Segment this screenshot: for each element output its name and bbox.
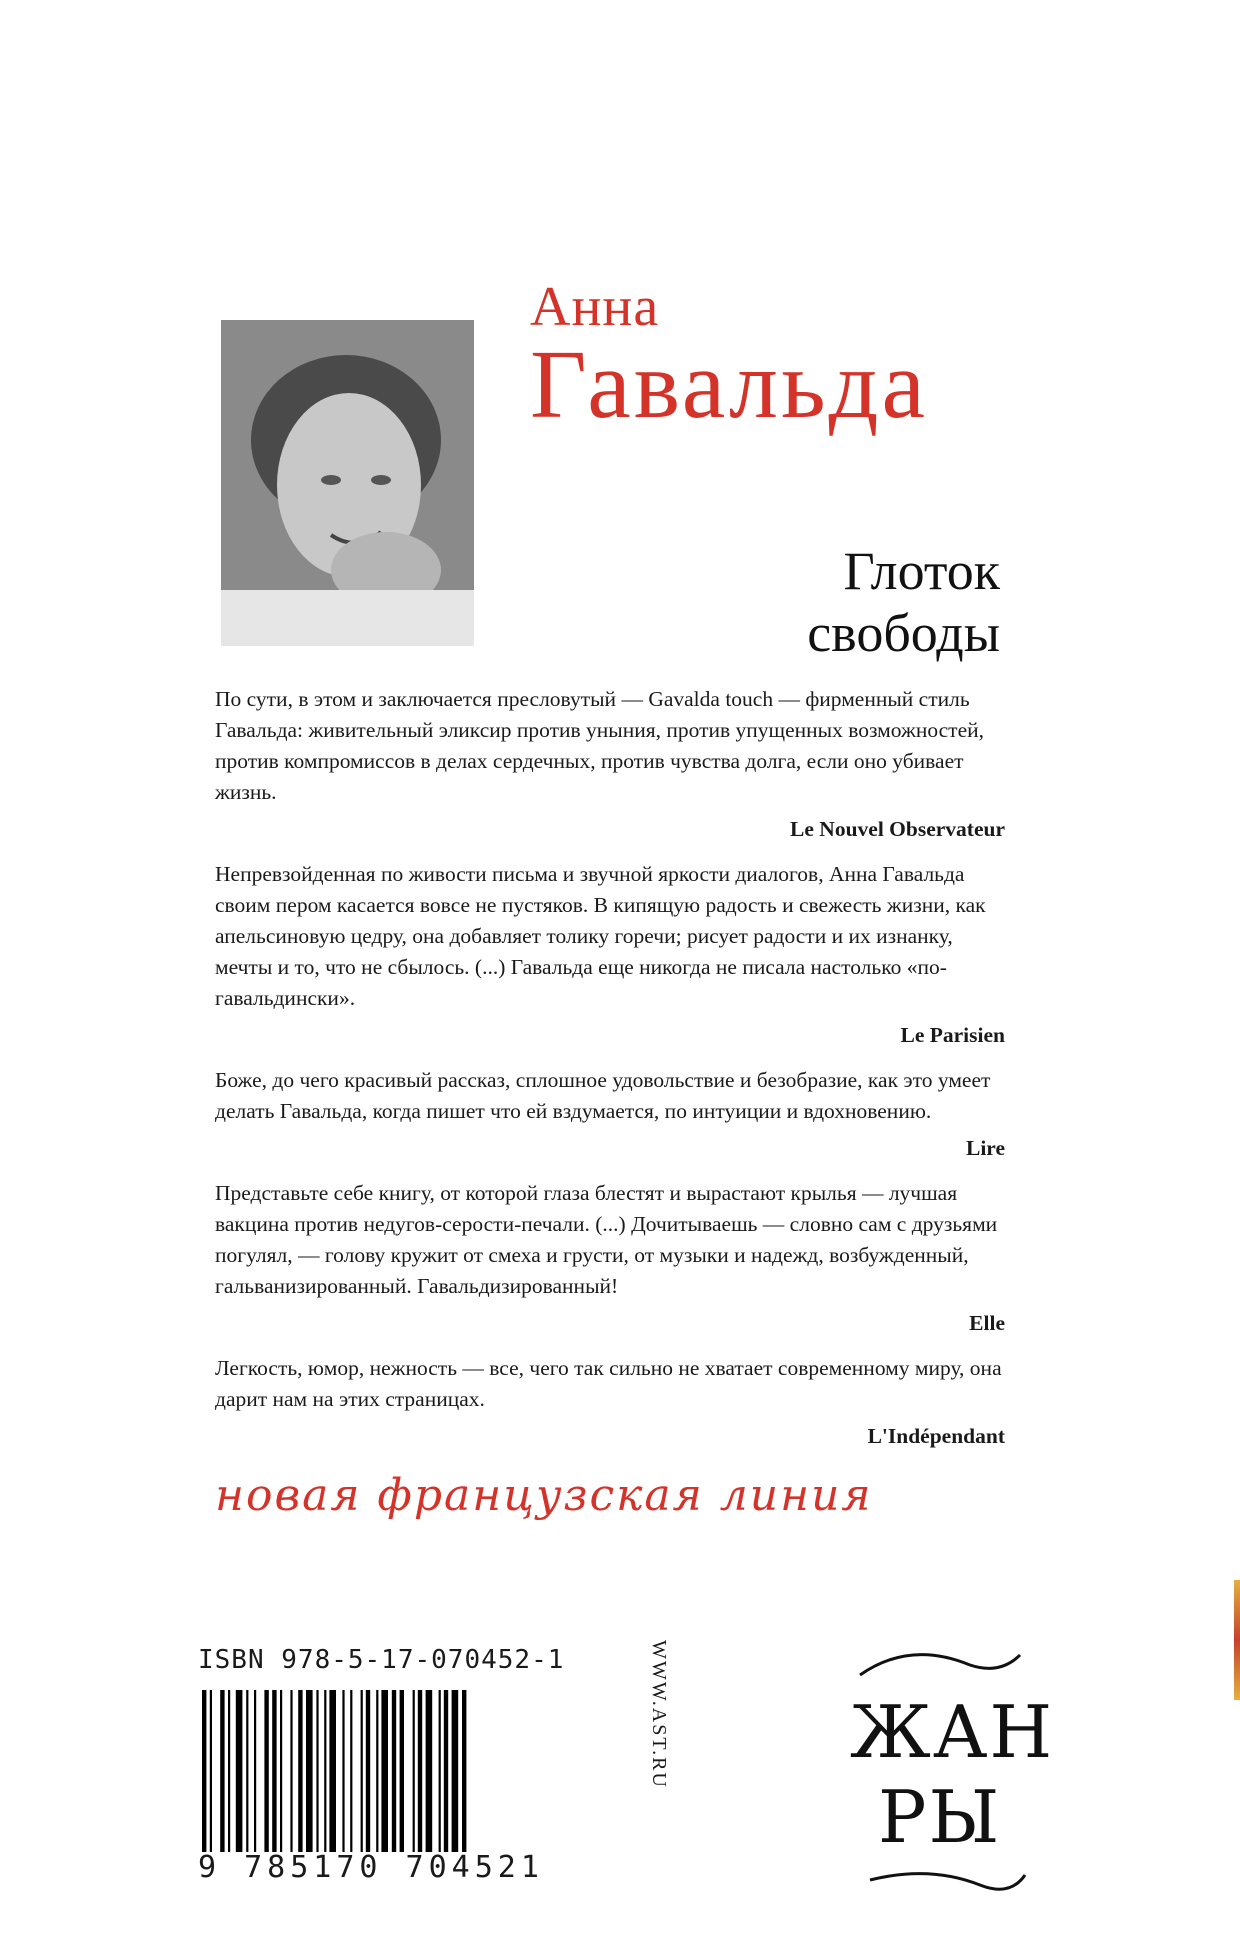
author-photo — [221, 320, 474, 646]
barcode-bar — [228, 1690, 230, 1852]
barcode-bar — [236, 1690, 243, 1852]
quote-source: Elle — [969, 1311, 1005, 1335]
quote-source: Le Nouvel Observateur — [790, 817, 1005, 841]
book-title-line1: Глоток — [843, 541, 1000, 601]
isbn-label: ISBN 978-5-17-070452-1 — [198, 1645, 565, 1675]
barcode-digits: 9 785170 704521 — [198, 1850, 544, 1885]
barcode — [198, 1690, 568, 1852]
barcode-bar — [400, 1690, 404, 1852]
book-title-line2: свободы — [807, 603, 1000, 663]
logo-flourish-icon — [850, 1635, 1030, 1905]
barcode-bar — [413, 1690, 415, 1852]
quote-text: Непревзойденная по живости письма и звучной яркости диалогов, Анна Гавальда своим пером касается вовсе не пустяков. В кипящую радость и свежесть жизни, как апельсиновую цедру, она добавляет толику горечи; рисует радости и их изнанку, мечты и то, что не сбылось. (...) Гавальда еще никогда не писала настолько «по-гавальдински». — [215, 862, 986, 1010]
barcode-bar — [381, 1690, 388, 1852]
author-last-name: Гавальда — [530, 331, 929, 439]
barcode-bar — [444, 1690, 448, 1852]
barcode-bar — [376, 1690, 378, 1852]
barcode-bar — [418, 1690, 422, 1852]
barcode-bar — [246, 1690, 248, 1852]
book-title — [807, 540, 1000, 664]
barcode-bar — [342, 1690, 344, 1852]
barcode-bar — [329, 1690, 336, 1852]
quote-text: Боже, до чего красивый рассказ, сплошное удовольствие и безобразие, как это умеет делать Гавальда, когда пишет что ей вздумается, по интуиции и вдохновению. — [215, 1068, 991, 1123]
quote-block — [215, 1178, 1005, 1339]
website-url: WWW.AST.RU — [648, 1640, 670, 1789]
barcode-bar — [316, 1690, 318, 1852]
barcode-bar — [290, 1690, 292, 1852]
barcode-bar — [350, 1690, 352, 1852]
quote-block — [215, 684, 1005, 845]
quote-text: По сути, в этом и заключается пресловутый — Gavalda touch — фирменный стиль Гавальда: живительный эликсир против уныния, против упущенных возможностей, против компромиссов в делах сердечных, против чувства долга, если оно убивает жизнь. — [215, 687, 984, 804]
quote-block — [215, 1353, 1005, 1452]
barcode-bar — [392, 1690, 396, 1852]
quote-block — [215, 859, 1005, 1051]
quote-source: Lire — [965, 1136, 1005, 1160]
genres-logo — [850, 1635, 1055, 1905]
spine-edge — [1234, 1580, 1240, 1700]
barcode-bar — [280, 1690, 282, 1852]
barcode-bar — [324, 1690, 326, 1852]
barcode-bar — [272, 1690, 276, 1852]
quote-block — [215, 1065, 1005, 1164]
quote-text: Легкость, юмор, нежность — все, чего так сильно не хватает современному миру, она дарит нам на этих страницах. — [215, 1356, 1002, 1411]
quote-source: L'Indépendant — [867, 1424, 1005, 1448]
quote-source: Le Parisien — [900, 1023, 1005, 1047]
barcode-bar — [210, 1690, 212, 1852]
author-first-name: Анна — [530, 276, 660, 338]
barcode-bar — [264, 1690, 268, 1852]
barcode-bar — [361, 1690, 363, 1852]
logo-line1: ЖАН — [850, 1690, 1055, 1774]
barcode-bar — [426, 1690, 433, 1852]
barcode-bar — [462, 1690, 466, 1852]
series-name: новая французская линия — [215, 1470, 873, 1521]
barcode-bar — [254, 1690, 256, 1852]
barcode-bar — [298, 1690, 302, 1852]
barcode-bar — [452, 1690, 459, 1852]
barcode-bar — [202, 1690, 206, 1852]
barcode-bar — [220, 1690, 224, 1852]
logo-line2: РЫ — [878, 1775, 1002, 1859]
quote-text: Представьте себе книгу, от которой глаза блестят и вырастают крылья — лучшая вакцина против недугов-серости-печали. (...) Дочитываешь — словно сам с друзьями погулял, — голову кружит от смеха и грусти, от музыки и надежд, возбужденный, гальванизированный. Гавальдизированный! — [215, 1181, 998, 1298]
quotes-section — [215, 684, 1005, 1466]
barcode-bar — [439, 1690, 441, 1852]
barcode-bar — [306, 1690, 313, 1852]
barcode-bar — [366, 1690, 370, 1852]
